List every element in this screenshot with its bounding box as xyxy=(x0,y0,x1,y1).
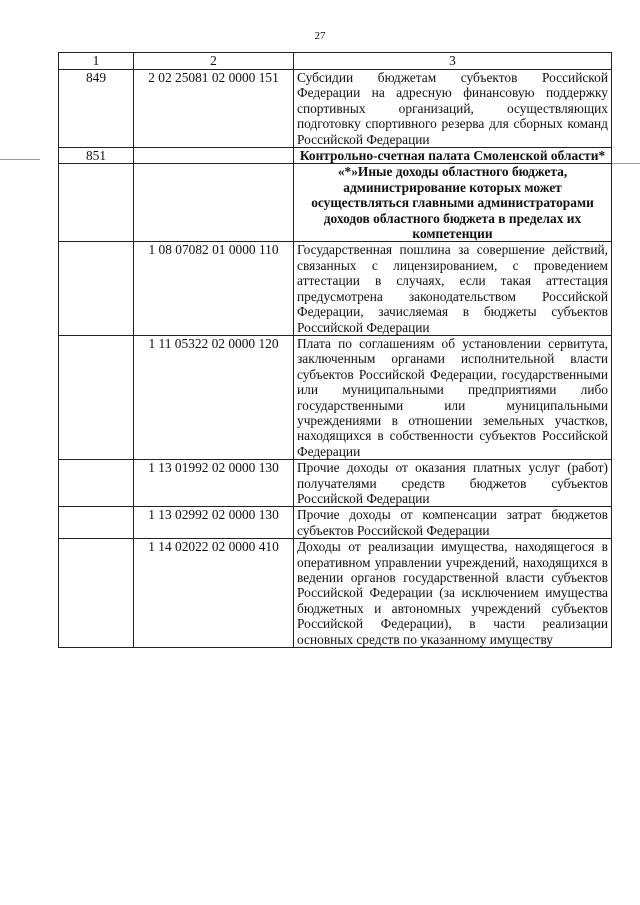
administrator-code xyxy=(59,507,134,539)
administrator-code xyxy=(59,539,134,648)
table-row xyxy=(59,539,612,648)
section-heading: «*»Иные доходы областного бюджета, администрирование которых может осуществляться главными администраторами доходов областного бюджета в пределах их компетенции xyxy=(294,164,612,242)
header-col-3: 3 xyxy=(294,53,612,70)
revenue-code: 2 02 25081 02 0000 151 xyxy=(134,70,294,148)
header-col-2: 2 xyxy=(134,53,294,70)
administrator-code xyxy=(59,460,134,507)
margin-mark-left xyxy=(0,159,40,160)
revenue-codes-table xyxy=(58,52,612,648)
table-row xyxy=(59,164,612,242)
table-row xyxy=(59,242,612,335)
administrator-code: 849 xyxy=(59,70,134,148)
revenue-description: Прочие доходы от оказания платных услуг (работ) получателями средств бюджетов субъектов Российской Федерации xyxy=(294,460,612,507)
table-row xyxy=(59,460,612,507)
revenue-description: Доходы от реализации имущества, находящегося в оперативном управлении учреждений, находящихся в ведении органов государственной власти субъектов Российской Федерации (за исключением имущества бюджетных и автономных учреждений субъектов Российской Федерации), в части реализации основных средств по указанному имуществу xyxy=(294,539,612,648)
revenue-code: 1 11 05322 02 0000 120 xyxy=(134,335,294,459)
revenue-description: Субсидии бюджетам субъектов Российской Федерации на адресную финансовую поддержку спортивных организаций, осуществляющих подготовку спортивного резерва для сборных команд Российской Федерации xyxy=(294,70,612,148)
table-row xyxy=(59,335,612,459)
revenue-description: Государственная пошлина за совершение действий, связанных с лицензированием, с проведением аттестации в случаях, если такая аттестация предусмотрена законодательством Российской Федерации, зачисляемая в бюджеты субъектов Российской Федерации xyxy=(294,242,612,335)
administrator-code: 851 xyxy=(59,148,134,164)
administrator-name-heading: Контрольно-счетная палата Смоленской области* xyxy=(294,148,612,164)
revenue-code: 1 14 02022 02 0000 410 xyxy=(134,539,294,648)
revenue-code: 1 08 07082 01 0000 110 xyxy=(134,242,294,335)
table-header-row xyxy=(59,53,612,70)
table-row xyxy=(59,70,612,148)
revenue-code xyxy=(134,164,294,242)
revenue-code xyxy=(134,148,294,164)
administrator-code xyxy=(59,242,134,335)
revenue-description: Прочие доходы от компенсации затрат бюджетов субъектов Российской Федерации xyxy=(294,507,612,539)
revenue-description: Плата по соглашениям об установлении сервитута, заключенным органами исполнительной власти субъектов Российской Федерации, государственными или муниципальными предприятиями либо государственными или муниципальными учреждениями в отношении земельных участков, находящихся в собственности субъектов Российской Федерации xyxy=(294,335,612,459)
administrator-code xyxy=(59,335,134,459)
administrator-code xyxy=(59,164,134,242)
margin-mark-right xyxy=(612,163,640,164)
revenue-code: 1 13 02992 02 0000 130 xyxy=(134,507,294,539)
header-col-1: 1 xyxy=(59,53,134,70)
table-row xyxy=(59,507,612,539)
revenue-code: 1 13 01992 02 0000 130 xyxy=(134,460,294,507)
page-number: 27 xyxy=(314,30,326,42)
table-row xyxy=(59,148,612,164)
